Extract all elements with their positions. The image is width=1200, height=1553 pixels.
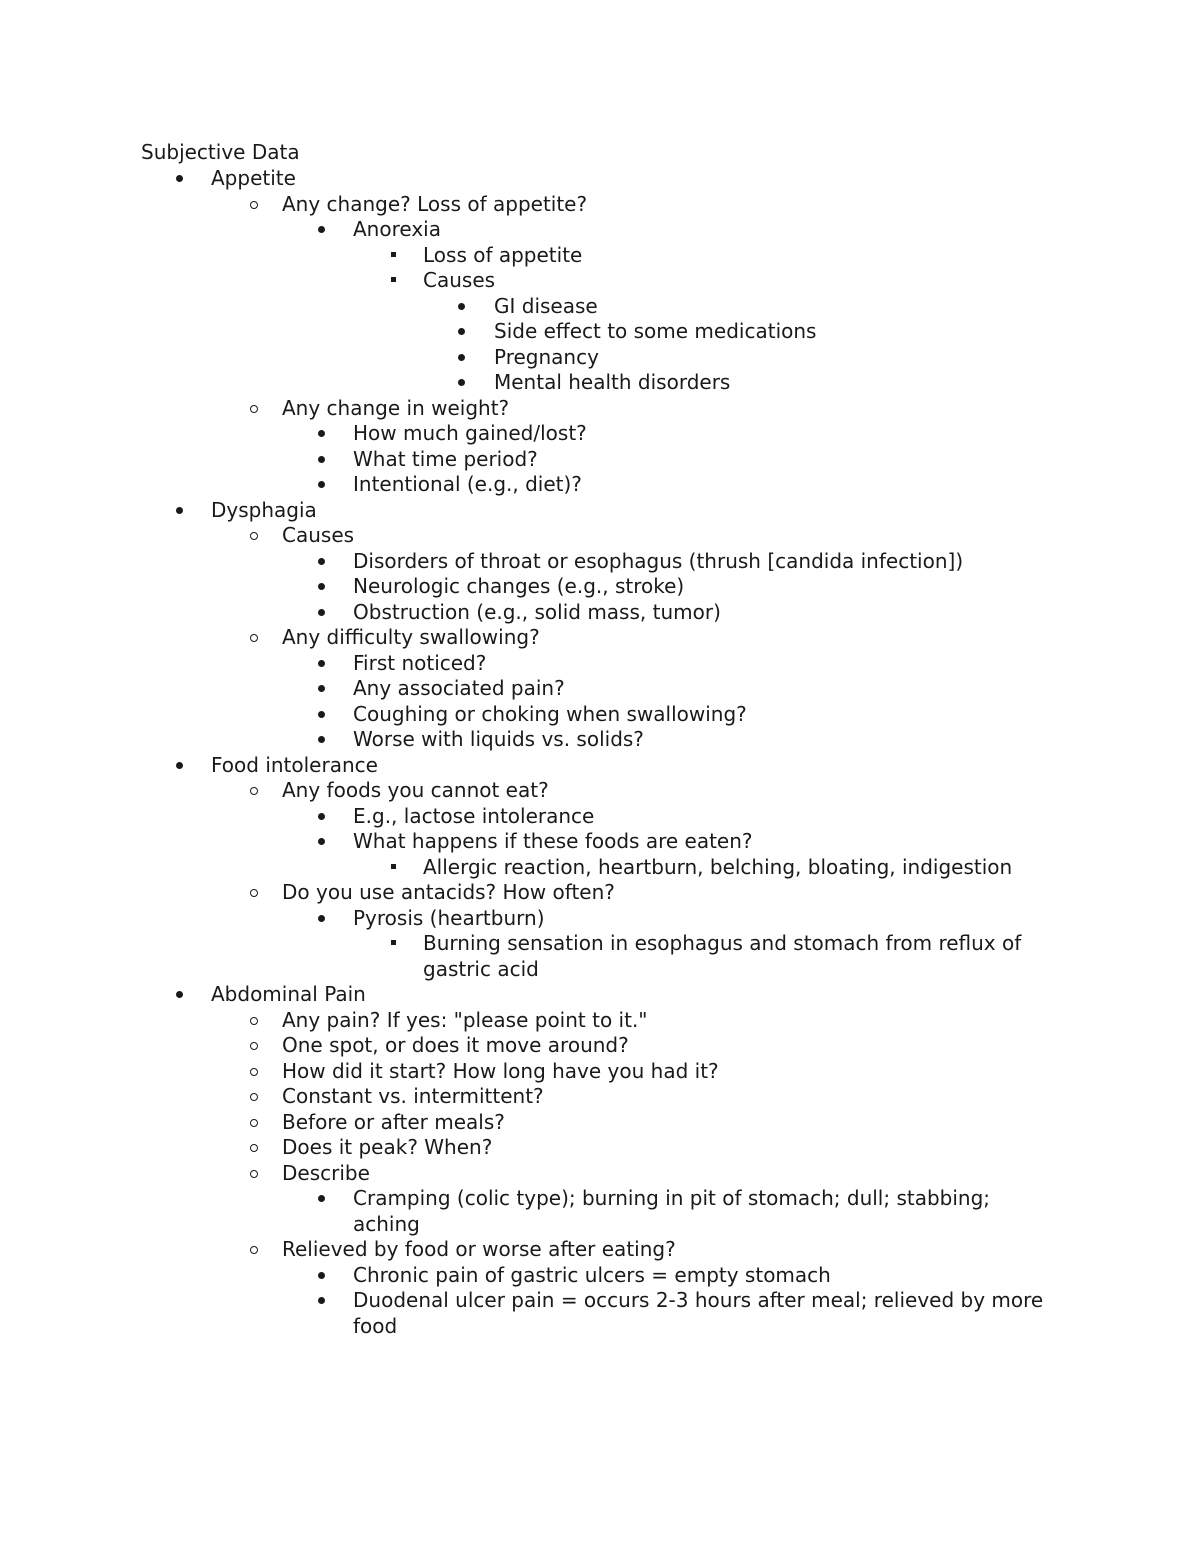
outline-item-text: How much gained/lost? [353,421,587,445]
document-title: Subjective Data [141,140,300,164]
outline-item-level-4 [458,345,1055,371]
outline-item-level-1 [250,880,1055,906]
outline-item-text: Causes [423,268,496,292]
outline-item-text: Cramping (colic type); burning in pit of stomach; dull; stabbing; aching [353,1186,991,1236]
outline-item-text: How did it start? How long have you had it? [282,1058,719,1083]
outline-item-level-1 [250,1008,1055,1034]
outline-item-level-1 [250,396,1055,422]
outline-item-text: Constant vs. intermittent? [282,1084,544,1108]
outline-item-level-2 [318,906,1055,932]
outline-item-text: Neurologic changes (e.g., stroke) [353,574,685,598]
outline-item-text: Anorexia [353,217,441,241]
outline-item-level-2 [318,702,1055,728]
outline-item-text: Chronic pain of gastric ulcers = empty stomach [353,1262,831,1287]
outline-item-text: Causes [282,523,355,547]
outline-item-text: Worse with liquids vs. solids? [353,727,644,751]
outline-item-text: Does it peak? When? [282,1135,493,1159]
outline-item-text: Disorders of throat or esophagus (thrush [candida infection]) [353,548,964,573]
outline-item-level-0 [176,166,1055,192]
outline-item-text: First noticed? [353,650,487,675]
outline-item-text: Side effect to some medications [494,319,817,343]
outline-item-text: Any change in weight? [282,395,510,420]
outline-item-level-4 [458,370,1055,396]
outline-item-level-2 [318,1263,1055,1289]
outline-item-level-2 [318,676,1055,702]
outline-item-level-1 [250,192,1055,218]
outline-item-text: Intentional (e.g., diet)? [353,472,582,496]
outline-item-level-3 [390,931,1055,982]
outline-item-level-1 [250,1059,1055,1085]
outline-item-level-0 [176,753,1055,779]
outline-item-text: Any foods you cannot eat? [282,778,549,802]
outline-item-level-3 [390,243,1055,269]
outline-item-text: Duodenal ulcer pain = occurs 2-3 hours after meal; relieved by more food [353,1288,1044,1338]
outline-item-text: Obstruction (e.g., solid mass, tumor) [353,599,721,624]
outline-item-level-2 [318,727,1055,753]
outline-item-text: Abdominal Pain [211,982,366,1006]
outline-item-level-2 [318,1186,1055,1237]
outline-item-level-2 [318,574,1055,600]
outline-item-text: Any change? Loss of appetite? [282,191,588,216]
outline-item-level-4 [458,319,1055,345]
outline-item-text: Any associated pain? [353,676,565,700]
outline-item-level-2 [318,549,1055,575]
outline-item-level-0 [176,498,1055,524]
outline-item-level-2 [318,447,1055,473]
outline-item-level-1 [250,1237,1055,1263]
outline-item-text: Relieved by food or worse after eating? [282,1237,676,1261]
outline-item-text: Coughing or choking when swallowing? [353,701,747,726]
outline-item-level-2 [318,217,1055,243]
outline-item-text: Any pain? If yes: "please point to it." [282,1007,648,1032]
outline-item-text: Appetite [211,166,296,190]
outline-item-text: Do you use antacids? How often? [282,880,615,904]
outline-item-level-3 [390,855,1055,881]
outline-item-level-2 [318,421,1055,447]
outline-item-text: What happens if these foods are eaten? [353,829,753,853]
outline-item-level-0 [176,982,1055,1008]
outline-item-level-1 [250,1033,1055,1059]
outline-item-level-1 [250,523,1055,549]
outline-item-level-2 [318,651,1055,677]
outline-item-text: Food intolerance [211,752,378,777]
outline-item-text: E.g., lactose intolerance [353,803,595,828]
outline-item-level-1 [250,1110,1055,1136]
outline-item-text: Dysphagia [211,497,317,522]
outline-item-text: One spot, or does it move around? [282,1033,629,1057]
outline-item-text: Any difficulty swallowing? [282,625,540,649]
outline-item-level-1 [250,1135,1055,1161]
outline-item-text: Pregnancy [494,344,599,369]
outline-item-level-1 [250,1084,1055,1110]
outline-item-text: Pyrosis (heartburn) [353,905,545,930]
outline-item-text: GI disease [494,293,598,318]
outline-item-level-1 [250,778,1055,804]
outline-item-level-1 [250,1161,1055,1187]
outline-item-text: What time period? [353,446,538,471]
outline-item-text: Burning sensation in esophagus and stomach from reflux of gastric acid [423,931,1022,981]
outline-item-level-4 [458,294,1055,320]
outline-item-level-2 [318,829,1055,855]
outline-item-text: Describe [282,1160,370,1185]
outline-item-level-2 [318,1288,1055,1339]
outline-item-level-2 [318,600,1055,626]
outline-item-level-1 [250,625,1055,651]
outline-item-text: Allergic reaction, heartburn, belching, bloating, indigestion [423,854,1013,879]
outline-item-level-2 [318,804,1055,830]
outline-item-level-3 [390,268,1055,294]
outline-item-text: Loss of appetite [423,242,583,267]
outline-item-level-2 [318,472,1055,498]
outline-item-text: Before or after meals? [282,1109,505,1134]
outline-item-text: Mental health disorders [494,370,731,394]
